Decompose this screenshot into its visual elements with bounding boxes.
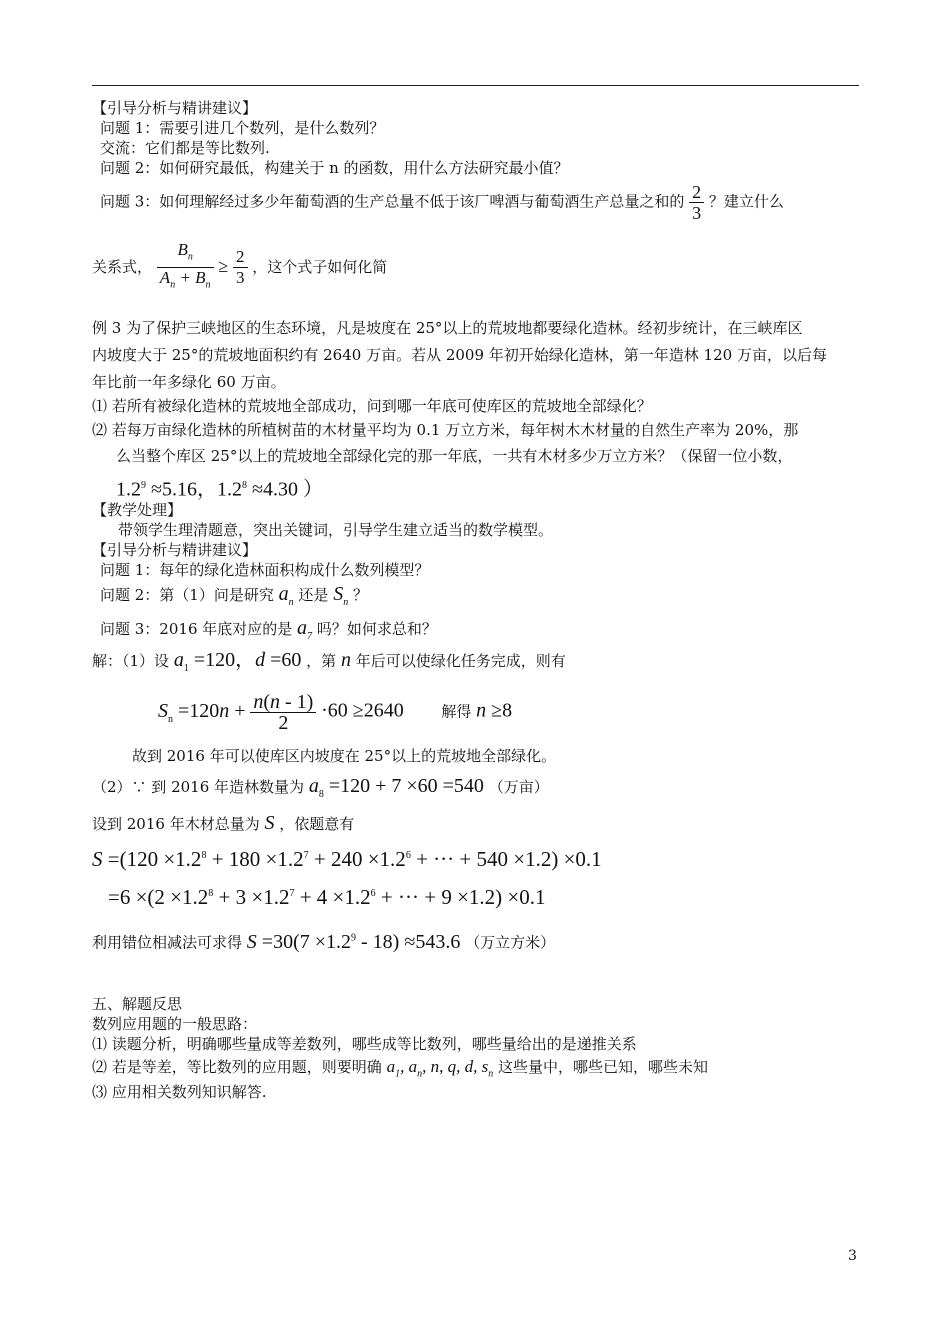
reflection-2-tail: 这些量中，哪些已知，哪些未知 (497, 1058, 708, 1076)
fraction-two-thirds: $\frac{2}{3}$ (689, 182, 704, 223)
general-approach: 数列应用题的一般思路： (92, 1015, 258, 1033)
solution-mid: ，第 (306, 652, 337, 670)
teaching-header: 【教学处理】 (92, 501, 183, 519)
solution-tail: 年后可以使绿化任务完成，则有 (355, 652, 566, 670)
header-rule (92, 85, 859, 86)
b-question-2-mid: 还是 (298, 586, 329, 604)
solve-label: 解得 (441, 702, 472, 721)
reflection-1: ⑴ 读题分析，明确哪些量成等差数列，哪些成等比数列，哪些量给出的是递推关系 (92, 1035, 637, 1053)
relation-line: 关系式， $\frac{B_n}{A_n + B_n}$ ≥ $\frac{2}{3}$ ，这个式子如何化简 (92, 240, 387, 296)
reflection-2: ⑵ 若是等差，等比数列的应用题，则要明确 $a_1$, $a_n$, n, q, d, $s_n$ 这些量中，哪些已知，哪些未知 (92, 1057, 708, 1080)
example-3-part-2a: ⑵ 若每万亩绿化造林的所植树苗的木材量平均为 0.1 万立方米，每年树木木材量的自然生产率为 20%，那 (92, 421, 799, 439)
relation-tail: ，这个式子如何化简 (252, 257, 388, 276)
set-s-line: 设到 2016 年木材总量为 S ，依题意有 (92, 812, 355, 834)
question-1: 问题 1：需要引进几个数列，是什么数列？ (100, 119, 385, 137)
approx-values: $1.2^9 \approx 5.16$，$1.2^8 \approx 4.30$ ） (116, 478, 323, 501)
conclusion-1: 故到 2016 年可以使库区内坡度在 25°以上的荒坡地全部绿化。 (132, 747, 557, 765)
b-question-2-end: ？ (353, 586, 369, 604)
result-line: 利用错位相减法可求得 $S =30(7 \times 1.2^9 - 18) \approx 543.6$ （万立方米） (92, 930, 556, 953)
sum-equation: $S_n =120n$ + $\frac{n(n - 1)}{2}$ ·60 ≥2640 解得 n ≥8 (158, 691, 513, 734)
result-text: 利用错位相减法可求得 (92, 933, 243, 952)
s-expansion-2: $=6 \times(2 \times 1.2^8 + 3 \times 1.2^7 + 4 \times 1.2^6$ + ··· + 9 ×1.2) ×0.1 (108, 885, 546, 909)
section-5-title: 五、解题反思 (92, 995, 183, 1013)
part-2-line: （2）∵ 到 2016 年造林数量为 $a_8 =120 + 7 \times 60 =540$ （万亩） (92, 775, 549, 800)
b-question-3: 问题 3：2016 年底对应的是 $a_7$ 吗？如何求总和？ (100, 617, 437, 642)
result-unit: （万立方米） (465, 933, 556, 952)
section-header: 【引导分析与精讲建议】 (92, 99, 258, 117)
page-number: 3 (848, 1248, 857, 1264)
question-2: 问题 2：如何研究最低，构建关于 n 的函数，用什么方法研究最小值？ (100, 159, 569, 177)
b-question-3-end: 吗？如何求总和？ (316, 620, 437, 638)
s-expansion-1: $S =(120 \times 1.2^8 + 180 \times 1.2^7 + 240 \times 1.2^6$ + ··· + 540 ×1.2) ×0.1 (92, 847, 602, 871)
b-question-2-text: 问题 2：第（1）问是研究 (100, 586, 274, 604)
part-2-text: （2）∵ 到 2016 年造林数量为 (92, 778, 305, 796)
solution-label: 解：（1）设 (92, 652, 170, 670)
question-3-text: 问题 3：如何理解经过多少年葡萄酒的生产总量不低于该厂啤酒与葡萄酒生产总量之和的 (100, 192, 685, 211)
b-question-3-text: 问题 3：2016 年底对应的是 (100, 620, 293, 638)
b-question-1: 问题 1：每年的绿化造林面积构成什么数列模型？ (100, 561, 430, 579)
teaching-text: 带领学生理清题意，突出关键词，引导学生建立适当的数学模型。 (118, 521, 554, 539)
relation-label: 关系式， (92, 257, 153, 276)
question-3-tail: ？建立什么 (708, 192, 784, 211)
solution-intro: 解：（1）设 $a_1 =120$，d =60 ，第 n 年后可以使绿化任务完成，则有 (92, 649, 566, 674)
reflection-2-text: ⑵ 若是等差，等比数列的应用题，则要明确 (92, 1058, 382, 1076)
b-question-2: 问题 2：第（1）问是研究 $a_n$ 还是 $S_n$ ？ (100, 583, 369, 608)
section-header-2: 【引导分析与精讲建议】 (92, 541, 258, 559)
set-s-tail: ，依题意有 (279, 815, 355, 833)
question-3 (100, 182, 784, 223)
exchange-text: 交流：它们都是等比数列. (100, 139, 270, 157)
example-3-line-2: 内坡度大于 25°的荒坡地面积约有 2640 万亩。若从 2009 年初开始绿化造林，第一年造林 120 万亩，以后每 (92, 346, 827, 364)
set-s-text: 设到 2016 年木材总量为 (92, 815, 260, 833)
example-3-line-1: 例 3 为了保护三峡地区的生态环境，凡是坡度在 25°以上的荒坡地都要绿化造林。经初步统计，在三峡库区 (92, 319, 803, 337)
relation-formula: $\frac{B_n}{A_n + B_n}$ (157, 240, 214, 296)
reflection-3: ⑶ 应用相关数列知识解答. (92, 1083, 267, 1101)
example-3-line-3: 年比前一年多绿化 60 万亩。 (92, 373, 286, 391)
part-2-unit: （万亩） (488, 778, 549, 796)
example-3-part-1: ⑴ 若所有被绿化造林的荒坡地全部成功，问到哪一年底可使库区的荒坡地全部绿化？ (92, 397, 652, 415)
example-3-part-2b: 么当整个库区 25°以上的荒坡地全部绿化完的那一年底，一共有木材多少万立方米？（保留一位小数， (116, 447, 793, 465)
